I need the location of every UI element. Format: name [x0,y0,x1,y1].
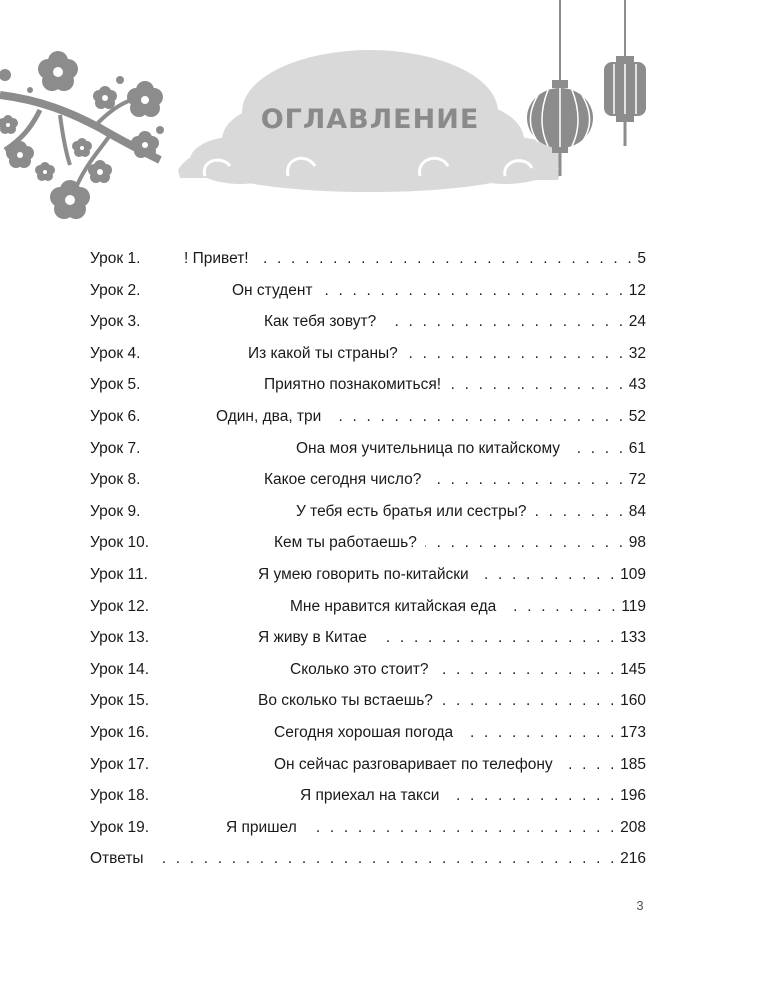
toc-lesson-number: Урок 3. [90,313,141,331]
toc-entry [90,310,646,334]
toc-page-number: 160 [620,692,646,710]
toc-entry [90,468,646,492]
toc-page-number: 185 [620,755,646,773]
toc-lesson-number: Урок 14. [90,660,150,678]
toc-lesson-title: Я живу в Китае [258,629,367,647]
toc-leader-dots [437,658,618,682]
toc-lesson-title: Во сколько ты встаешь? [258,692,433,710]
toc-title-line [274,753,646,777]
toc-lesson-title: Она моя учительница по китайскому [296,439,561,457]
toc-page-number: 61 [628,439,646,457]
toc-page-number: 12 [628,281,646,299]
toc-title-line [290,658,646,682]
toc-entry [90,342,646,366]
page-number: 3 [636,898,644,913]
toc-title-line [226,816,646,840]
toc-lesson-number: Урок 6. [90,408,141,425]
toc-lesson-title: Приятно познакомиться! [264,376,442,394]
toc-entry [90,531,646,555]
toc-lesson-number: Урок 13. [90,629,150,647]
chinese-lantern-cylinder-icon [604,0,646,146]
toc-entry [90,784,646,808]
toc-title-line [274,531,646,555]
toc-leader-dots [449,373,626,397]
toc-page-number: 208 [620,818,646,836]
toc-lesson-number: Урок 10. [90,534,150,552]
toc-leader-dots [257,247,635,271]
toc-page-number: 145 [620,660,646,678]
toc-lesson-number: Урок 12. [90,597,150,615]
toc-lesson-number: Урок 7. [90,439,141,457]
toc-entry [90,658,646,682]
toc-lesson-title: ! Привет! [184,250,249,267]
toc-lesson-number: Урок 15. [90,692,150,710]
toc-leader-dots [568,437,626,461]
toc-lesson-title: Кем ты работаешь? [274,534,417,552]
toc-page-number: 196 [620,787,646,805]
toc-lesson-title: Какое сегодня число? [264,471,422,489]
toc-leader-dots [429,468,625,492]
toc-title-line [248,342,646,366]
toc-leader-dots [447,784,617,808]
toc-lesson-title: Я умею говорить по-китайски [258,566,469,583]
toc-title-line [258,689,646,713]
toc-leader-dots [504,595,618,619]
toc-title-line [264,310,646,334]
toc-title-line [296,437,646,461]
toc-leader-dots [441,689,617,713]
toc-entry [90,247,646,271]
toc-lesson-number: Урок 8. [90,471,141,489]
toc-title-line [90,847,646,871]
toc-lesson-number: Урок 4. [90,344,141,362]
toc-lesson-number: Урок 1. [90,250,141,267]
toc-page-number: 109 [620,566,646,583]
toc-page-number: 5 [637,250,646,267]
toc-title-line [216,405,646,429]
toc-entry [90,595,646,619]
toc-leader-dots [535,500,626,524]
toc-lesson-title: Он студент [232,281,313,299]
toc-lesson-title: Сколько это стоит? [290,660,429,678]
toc-leader-dots [384,310,625,334]
toc-lesson-title: Как тебя зовут? [264,313,377,331]
toc-page-number: 119 [621,597,646,615]
page-title: ОГЛАВЛЕНИЕ [260,104,480,135]
toc-leader-dots [152,847,618,871]
toc-page-number: 84 [628,502,646,520]
toc-page-number: 133 [620,629,646,647]
toc-title-line [258,626,646,650]
toc-title-line [232,279,646,303]
toc-page-number: 24 [628,313,646,331]
toc-page-number: 43 [628,376,646,394]
toc-lesson-number: Урок 18. [90,787,150,805]
toc-entry [90,373,646,397]
toc-lesson-number: Урок 9. [90,502,141,520]
toc-lesson-title: Он сейчас разговаривает по телефону [274,755,553,773]
toc-lesson-title: Я пришел [226,818,297,836]
toc-leader-dots [425,531,626,555]
toc-entry [90,626,646,650]
toc-lesson-number: Урок 5. [90,376,141,394]
toc-title-line [264,373,646,397]
toc-entry [90,689,646,713]
toc-title-line [184,247,646,271]
toc-lesson-number: Урок 11. [90,566,148,583]
toc-entry [90,500,646,524]
toc-leader-dots [329,405,625,429]
toc-lesson-title: Ответы [90,850,144,868]
toc-title-line [274,721,646,745]
toc-entry [90,721,646,745]
toc-entry [90,437,646,461]
toc-page-number: 173 [620,724,646,741]
toc-entry [90,405,646,429]
toc-lesson-number: Урок 19. [90,818,150,836]
toc-entry [90,279,646,303]
toc-page-number: 72 [628,471,646,489]
toc-leader-dots [561,753,617,777]
toc-leader-dots [406,342,626,366]
toc-lesson-title: Один, два, три [216,408,322,425]
toc-lesson-title: Я приехал на такси [300,787,440,805]
cherry-blossom-branch-icon [0,51,164,219]
toc-title-line [264,468,646,492]
toc-title-line [258,563,646,587]
toc-leader-dots [305,816,617,840]
toc-leader-dots [375,626,617,650]
toc-lesson-title: Сегодня хорошая погода [274,724,454,741]
toc-page-number: 98 [628,534,646,552]
toc-page-number: 32 [628,344,646,362]
toc-title-line [290,595,646,619]
toc-entry [90,753,646,777]
toc-lesson-number: Урок 2. [90,281,141,299]
toc-lesson-number: Урок 17. [90,755,150,773]
toc-title-line [300,784,646,808]
toc-entry [90,816,646,840]
toc-leader-dots [461,721,617,745]
toc-leader-dots [477,563,617,587]
toc-lesson-title: Мне нравится китайская еда [290,597,497,615]
toc-entry [90,563,646,587]
toc-lesson-number: Урок 16. [90,724,150,741]
toc-title-line [296,500,646,524]
toc-entry-answers [90,847,646,871]
toc-leader-dots [321,279,626,303]
toc-lesson-title: У тебя есть братья или сестры? [296,502,527,520]
toc-page-number: 52 [628,408,646,425]
toc-page-number: 216 [620,850,646,868]
toc-lesson-title: Из какой ты страны? [248,344,398,362]
